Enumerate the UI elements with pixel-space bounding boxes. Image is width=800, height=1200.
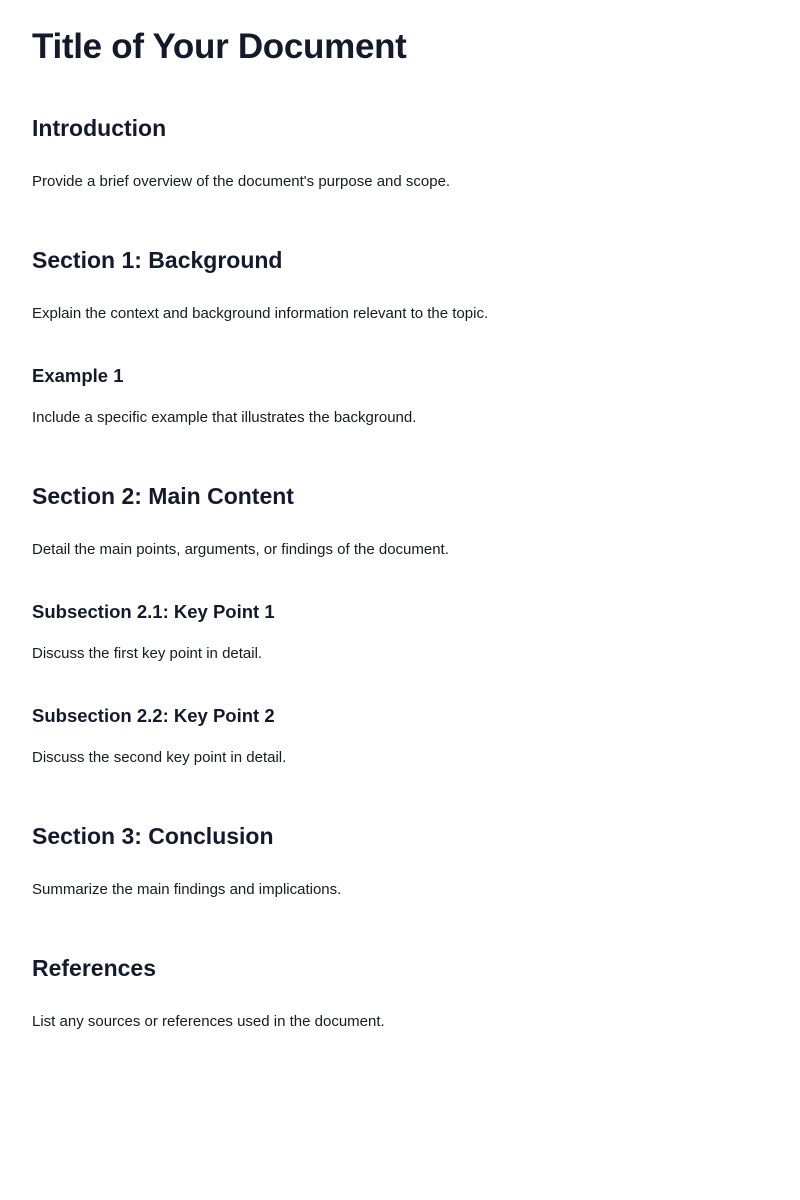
subsection-2-1-text: Discuss the first key point in detail.	[32, 645, 263, 662]
subsection-2-2-text: Discuss the second key point in detail.	[32, 749, 287, 766]
section2-heading: Section 2: Main Content	[32, 483, 294, 509]
introduction-text: Provide a brief overview of the document's purpose and scope.	[32, 173, 451, 190]
section1-heading: Section 1: Background	[32, 247, 283, 273]
introduction-heading: Introduction	[32, 115, 167, 141]
section3-heading: Section 3: Conclusion	[32, 823, 274, 849]
example1-text: Include a specific example that illustrates the background.	[32, 409, 417, 426]
document-title: Title of Your Document	[32, 27, 407, 66]
section1-text: Explain the context and background information relevant to the topic.	[32, 305, 489, 322]
references-heading: References	[32, 955, 157, 981]
subsection-2-2-heading: Subsection 2.2: Key Point 2	[32, 705, 275, 726]
section3-text: Summarize the main findings and implications.	[32, 881, 342, 898]
subsection-2-1-heading: Subsection 2.1: Key Point 1	[32, 601, 275, 622]
example1-heading: Example 1	[32, 365, 124, 386]
section2-text: Detail the main points, arguments, or findings of the document.	[32, 541, 449, 558]
references-text: List any sources or references used in the document.	[32, 1013, 385, 1030]
